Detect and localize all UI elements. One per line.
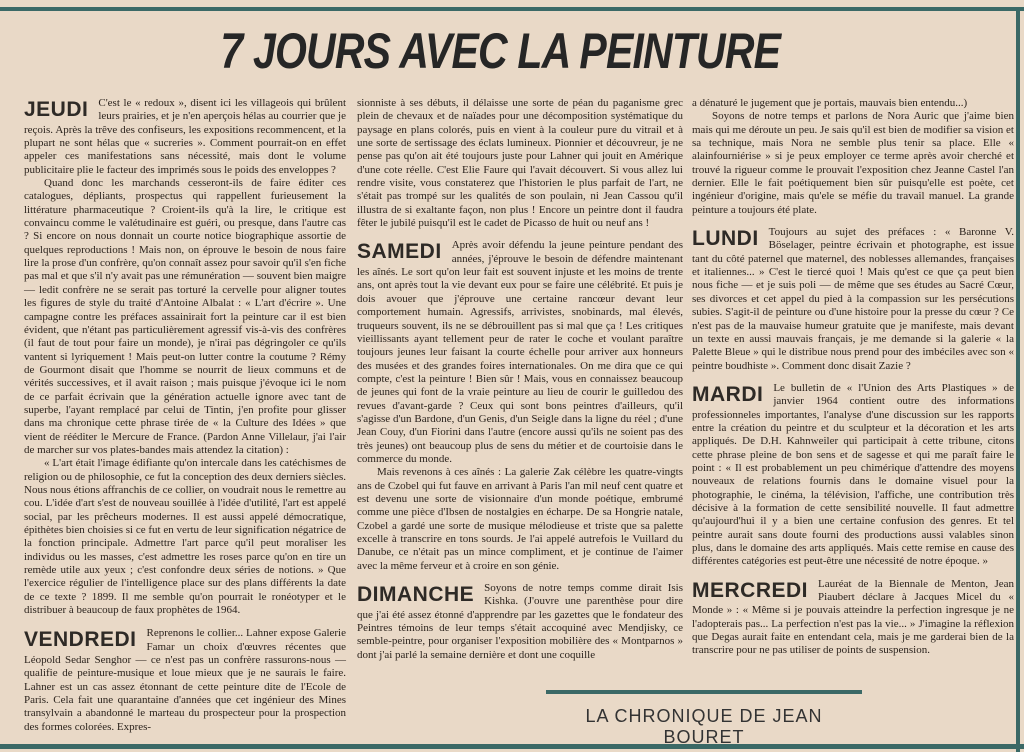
section-samedi [357, 239, 683, 573]
paragraph: Toujours au sujet des préfaces : « Baronne V. Böselager, peintre écrivain et photographe, est issue tant du côté paternel que maternel, des noblesses allemandes, françaises et italiennes... » C'est le tiercé quoi ! Mais qu'est ce que ça peut bien nous fiche — et je suis poli — de même que ses études au Sacré Cœur, ses divorces et cet appel du pied à la compassion sur les persécutions subies. S'agit-il de peinture ou d'une histoire pour la presse du cœur ? Ce n'est pas de la mauvaise humeur gratuite que je manifeste, mais devant un texte en aussi mauvais français, je me demande si la galerie « la Palette Bleue » qui le distribue nous prend pour des imbéciles avec son « peintre boudhiste ». Comment donc disait Zazie ? [692, 226, 1014, 372]
top-rule [0, 7, 1024, 11]
right-rule [1016, 7, 1020, 752]
paragraph: Soyons de notre temps et parlons de Nora Auric que j'aime bien mais qui me déroute un peu. Je sais qu'il est bien de modifier sa vision et sa technique, mais Nora ne semble plus tenir sa place. Elle « alainfourniérise » si je peux employer ce terme après avoir cherché et trouvé la rigueur comme le prouvait l'exposition chez Jeanne Castel l'an dernier. Elle le fait poétiquement bien sûr puisqu'elle est poète, cet ingénieur d'origine, mais qu'ele se méfie du travail manuel. La grande peinture a toujours été plate. [692, 110, 1014, 216]
bottom-rule [0, 744, 1024, 749]
column-2 [357, 97, 683, 671]
section-dimanche-continued [692, 97, 1014, 217]
paragraph: a dénaturé le jugement que je portais, mauvais bien entendu...) [692, 97, 968, 109]
section-mercredi [692, 578, 1014, 658]
section-lundi [692, 226, 1014, 373]
paragraph: Quand donc les marchands cesseront-ils de faire éditer ces catalogues, dépliants, prospectus qui rappellent furieusement la littérature pharmaceutique ? Croient-ils qu'à la lire, le critique est convaincu comme le valétudinaire est guéri, ou presque, dans l'autre cas ? Si encore on nous donnait un courte notice biographique assortie de quelques reproductions ! Mais non, on éprouve le besoin de nous faire lire la prose d'un confrère, qu'on connaît assez pour savoir qu'il s'en fiche pas mal et que s'il n'y avait pas une rémunération — souvent bien maigre — ledit confrère ne se serait pas torturé la cervelle pour aligner toutes les figures de style du traité d'Antoine Albalat : « L'art d'écrire ». Une campagne contre les préfaces assainirait fort la peinture car il est bien évident, que n'étant pas particulièrement agressif vis-à-vis des confrères (il faut de tout pour faire un monde), je n'irai pas dégringoler ce qu'ils vantent si lyriquement ! Mais peut-on lutter contre la coutume ? Rémy de Gourmont disait que l'homme se nourrit de lieux communs et de vérités successives, et il avait raison ; mais puisque j'évoque ici le nom de ce parfait écrivain que la génération actuelle ignore avec tant de superbe, l'ayant remplacé par celui de Tintin, j'en profite pour glisser dans ma chronique cette phrase tirée de « la Culture des Idées » que vient de rééditer le Mercure de France. (Pardon Anne Villelaur, j'ai l'air de marcher sur vos plates-bandes mais attendez la citation) : [24, 177, 346, 456]
title-text: 7 JOURS AVEC LA PEINTURE [220, 23, 780, 79]
paragraph: Reprenons le collier... Lahner expose Galerie Famar un choix d'œuvres récentes que Léopold Sedar Senghor — ce n'est pas un confrère rassurons-nous — qualifie de peinture-musique et loue mieux que je ne saurais le faire. Lahner est un cas assez étonnant de cette peinture dite de l'Ecole de Paris. Cela fait une quarantaine d'années que cet ingénieur des Mines transylvain a abandonné le marteau du prospecteur pour la prospection des formes colorées. Expres- [24, 627, 346, 733]
column-1 [24, 97, 346, 743]
section-mardi [692, 382, 1014, 569]
day-heading-samedi: SAMEDI [357, 240, 442, 264]
day-heading-jeudi: JEUDI [24, 98, 89, 121]
section-dimanche [357, 582, 683, 662]
paragraph: Mais revenons à ces aînés : La galerie Zak célèbre les quatre-vingts ans de Czobel qui fut fauve en arrivant à Paris l'an mil neuf cent quatre et est devenu une sorte de visionnaire d'un monde poétique, embrumé comme une pièce d'Ibsen de nostalgies en écharpe. De sa Hongrie natale, Czobel a gardé une sorte de musique mélodieuse et triste que sa palette excelle à transcrire en tons sourds. Je l'ai appelé autrefois le Vuillard du Danube, ce n'était pas un mince compliment, et je continue de l'aimer avec la même ferveur et à croire en son génie. [357, 466, 683, 572]
paragraph: Soyons de notre temps comme dirait Isis Kishka. (J'ouvre une parenthèse pour dire que j'ai été assez étonné d'apprendre par les gazettes que le fondateur des Peintres témoins de leur temps s'était accoquiné avec Mendjisky, ce semble-peintre, pour organiser l'exposition mobilière des « Montparnos » dont j'ai parlé la semaine dernière et dont une coquille [357, 582, 683, 661]
byline-rule [546, 690, 862, 694]
page-title [0, 22, 1000, 80]
quote-paragraph: « L'art était l'image édifiante qu'on intercale dans les catéchismes de religion ou de philosophie, ce fut la conception des deux derniers siècles. Nous nous étions affranchis de ce collier, on voudrait nous le remettre au cou. L'idée d'art s'est de nouveau souillée à l'idée d'utilité, l'art est appelé social, par les prêcheurs modernes. Il est aussi appelé démocratique, épithètes bien choisies si ce fut en vertu de leur signification négatrice de la fonction principale. Admettre l'art parce qu'il peut moraliser les individus ou les masses, c'est admettre les roses parce qu'on en tire un remède utile aux yeux ; c'est confondre deux séries de notions. » Que l'exercice régulier de l'intelligence place sur des plans différents la date de ce texte ? 1899. Il me semble qu'on pourrait le ronéotyper et le distribuer à beaucoup de faux prophètes de 1964. [24, 457, 346, 617]
section-vendredi-continued [357, 97, 683, 230]
day-heading-vendredi: VENDREDI [24, 628, 137, 652]
section-vendredi [24, 627, 346, 734]
day-heading-lundi: LUNDI [692, 227, 759, 251]
section-jeudi [24, 97, 346, 617]
paragraph: C'est le « redoux », disent ici les villageois qui brûlent leurs prairies, et je n'en aperçois hélas au courrier que je reçois. Après la trêve des confiseurs, les expositions recommencent, et la plupart ne sont hélas que « sucreries ». Comment pourrait-on en effet appeler ces manifestations sans nécessité, mais dont le volume publicitaire plie le facteur des imprimés sous le poids des enveloppes ? [24, 97, 346, 176]
paragraph: sionniste à ses débuts, il délaisse une sorte de péan du paganisme grec plein de chevaux et de naïades pour une décomposition systématique du paysage en plans colorés, puis en vient à la couleur pure du vitrail et à une sorte de sertissage des éclats lumineux. Pionnier et découvreur, je ne pense pas qu'on ait été toujours juste pour Lahner qui jouit en Amérique d'une cote réelle. C'est Elie Faure qui l'avait découvert. Si vous allez lui rendre visite, vous constaterez que l'historien le plus parfait de l'art, ne s'était pas trompé sur les qualités de son poulain, ni Jean Cassou qu'il illustra de si exaltante façon, non plus ! Encore un peintre dont il faudra fêter le jubilé puisqu'il est le cadet de Picasso de huit ou neuf ans ! [357, 97, 683, 230]
byline: LA CHRONIQUE DE JEAN BOURET [585, 706, 823, 747]
paragraph: Après avoir défendu la jeune peinture pendant des années, j'éprouve le besoin de défendre maintenant les aînés. Le sort qu'on leur fait est souvent injuste et les moins de trente ans, ont après tout la vie devant eux pour se faire une célébrité. Et puis je dois avouer que j'éprouve une certaine rancœur devant leur comportement humain. Agressifs, arrivistes, snobinards, mal élevés, truqueurs souvent, ils ne se débrouillent pas si mal que ça ! Les critiques vieillissants ayant tellement peur de rater le coche et voulant paraître toujours jeunes leur faisant la courte échelle pour arriver aux honneurs des musées et des grandes foires internationales. On me dira que ce qui compte, c'est la peinture ! Bien sûr ! Mais, vous en connaissez beaucoup de jeunes qui font de la vraie peinture au lieu de courir le guilledou des revues d'avant-garde ? Ceux qui sont bons peintres d'ailleurs, qu'il s'agisse d'un Bardone, d'un Genis, d'un Seigle dans la ligne du réel ; d'une Jean Couy, d'un Fiorini dans l'autre (encore aussi qu'ils ne soient pas des très jeunes) ont beaucoup plus de sens du métier et de courtoisie dans le commerce du monde. [357, 239, 683, 465]
day-heading-mercredi: MERCREDI [692, 578, 809, 602]
paragraph: Lauréat de la Biennale de Menton, Jean Piaubert déclare à Jacques Micel du « Monde » : « Même si je pouvais atteindre la perfection ingresque je ne l'adopterais pas... La perfection n'est pas la vie... » J'imagine la réflexion que Degas aurait faite en entendant cela, mais je me garderai bien de la transcrire pour ne pas utiliser de points de suspension. [692, 577, 1014, 657]
paragraph: Le bulletin de « l'Union des Arts Plastiques » de janvier 1964 contient outre des informations professionneles importantes, l'analyse d'une discussion sur les rapports entre la création du peintre et du sculpteur et la décoration et les arts appliqués. De D.H. Kahnweiler qui participait à cette tribune, citons cette phrase pleine de bon sens et de sagesse et qui me paraît faire le point : « Il est probablement un peu chimérique d'attendre des moyens nouveaux de relations fournis dans le domaine visuel pour la photographie, le cinéma, la télévision, l'affiche, une contribution très décisive à la formation de cette sensibilité nouvelle. Il faut admettre qu'aujourd'hui il y a bien une certaine confusion des genres. Et tel peintre aurait sans doute fourni des productions aussi valables sinon plus, dans le domaine des arts appliqués. Mais cette remise en cause des différentes catégories est peut-être une nécessité de notre époque. » [692, 381, 1014, 568]
column-3 [692, 97, 1014, 667]
day-heading-mardi: MARDI [692, 382, 764, 406]
day-heading-dimanche: DIMANCHE [357, 583, 475, 607]
